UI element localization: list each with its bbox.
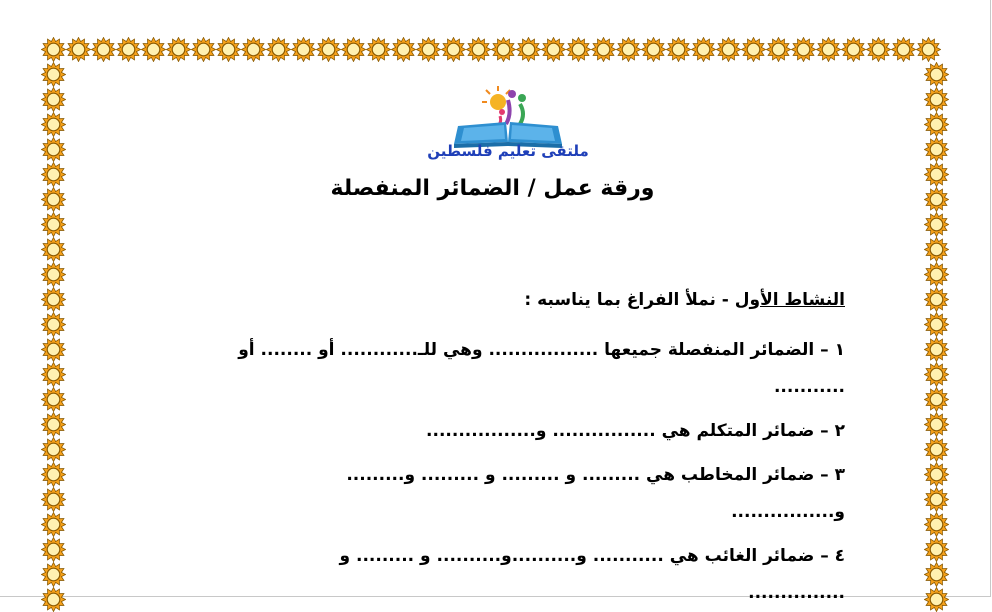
sun-border-right	[924, 62, 949, 612]
sun-icon	[691, 37, 716, 62]
sun-icon	[241, 37, 266, 62]
sun-icon	[924, 262, 949, 287]
sun-icon	[341, 37, 366, 62]
sun-icon	[416, 37, 441, 62]
question-line: ٣ – ضمائر المخاطب هي ......... و ......... و ......... و.........	[346, 465, 845, 485]
sun-icon	[191, 37, 216, 62]
sun-icon	[41, 387, 66, 412]
sun-icon	[891, 37, 916, 62]
sun-icon	[924, 462, 949, 487]
sun-icon	[41, 412, 66, 437]
sun-icon	[116, 37, 141, 62]
question-line: ...............	[748, 583, 845, 603]
sun-icon	[924, 312, 949, 337]
sun-icon	[41, 537, 66, 562]
sun-icon	[566, 37, 591, 62]
sun-icon	[641, 37, 666, 62]
sun-icon	[366, 37, 391, 62]
sun-icon	[266, 37, 291, 62]
sun-icon	[41, 87, 66, 112]
sun-icon	[216, 37, 241, 62]
sun-icon	[41, 562, 66, 587]
sun-icon	[41, 162, 66, 187]
sun-icon	[591, 37, 616, 62]
sun-icon	[924, 237, 949, 262]
sun-icon	[41, 187, 66, 212]
sun-icon	[41, 212, 66, 237]
question-line: ٢ – ضمائر المتكلم هي ................ و.................	[426, 421, 845, 441]
worksheet-title: ورقة عمل / الضمائر المنفصلة	[330, 176, 655, 201]
sun-icon	[91, 37, 116, 62]
sun-icon	[466, 37, 491, 62]
sun-icon	[491, 37, 516, 62]
sun-icon	[924, 412, 949, 437]
sun-icon	[924, 487, 949, 512]
sun-icon	[924, 587, 949, 612]
sun-icon	[924, 212, 949, 237]
sun-icon	[924, 337, 949, 362]
activity-heading: النشاط الأول	[734, 290, 845, 310]
sun-icon	[41, 237, 66, 262]
sun-icon	[41, 112, 66, 137]
sun-icon	[616, 37, 641, 62]
sun-icon	[766, 37, 791, 62]
sun-border-top	[41, 37, 941, 62]
sun-icon	[166, 37, 191, 62]
sun-icon	[441, 37, 466, 62]
logo-text: ملتقى تعليم فلسطين	[427, 142, 589, 160]
sun-icon	[291, 37, 316, 62]
sun-icon	[516, 37, 541, 62]
sun-icon	[924, 362, 949, 387]
sun-icon	[41, 137, 66, 162]
sun-icon	[924, 512, 949, 537]
sun-icon	[41, 437, 66, 462]
sun-icon	[541, 37, 566, 62]
sun-icon	[66, 37, 91, 62]
sun-icon	[791, 37, 816, 62]
activity-heading-line	[140, 290, 845, 310]
sun-icon	[741, 37, 766, 62]
sun-icon	[924, 287, 949, 312]
sun-icon	[41, 512, 66, 537]
sun-icon	[924, 537, 949, 562]
sun-icon	[41, 62, 66, 87]
sun-icon	[924, 562, 949, 587]
sun-icon	[41, 462, 66, 487]
sun-icon	[716, 37, 741, 62]
sun-icon	[924, 187, 949, 212]
sun-icon	[41, 37, 66, 62]
sun-icon	[41, 487, 66, 512]
sun-icon	[666, 37, 691, 62]
sun-icon	[841, 37, 866, 62]
sun-icon	[41, 312, 66, 337]
sun-icon	[924, 437, 949, 462]
sun-icon	[141, 37, 166, 62]
question-line: و................	[731, 502, 845, 522]
activity-instruction: - نملأ الفراغ بما يناسبه :	[524, 290, 735, 310]
sun-icon	[924, 387, 949, 412]
sun-icon	[391, 37, 416, 62]
sun-icon	[41, 287, 66, 312]
sun-icon	[924, 112, 949, 137]
sun-icon	[316, 37, 341, 62]
sun-icon	[866, 37, 891, 62]
sun-icon	[924, 162, 949, 187]
question-line: ١ – الضمائر المنفصلة جميعها ................. وهي للـ............ أو ........ أو	[238, 340, 845, 360]
sun-icon	[41, 337, 66, 362]
sun-icon	[41, 362, 66, 387]
sun-icon	[924, 87, 949, 112]
sun-icon	[41, 262, 66, 287]
sun-border-left	[41, 62, 66, 612]
question-line: ...........	[773, 377, 845, 397]
sun-icon	[916, 37, 941, 62]
sun-icon	[924, 62, 949, 87]
sun-icon	[924, 137, 949, 162]
sun-icon	[816, 37, 841, 62]
sun-icon	[41, 587, 66, 612]
question-line: ٤ – ضمائر الغائب هي ........... و..........و.......... و ......... و	[339, 546, 845, 566]
